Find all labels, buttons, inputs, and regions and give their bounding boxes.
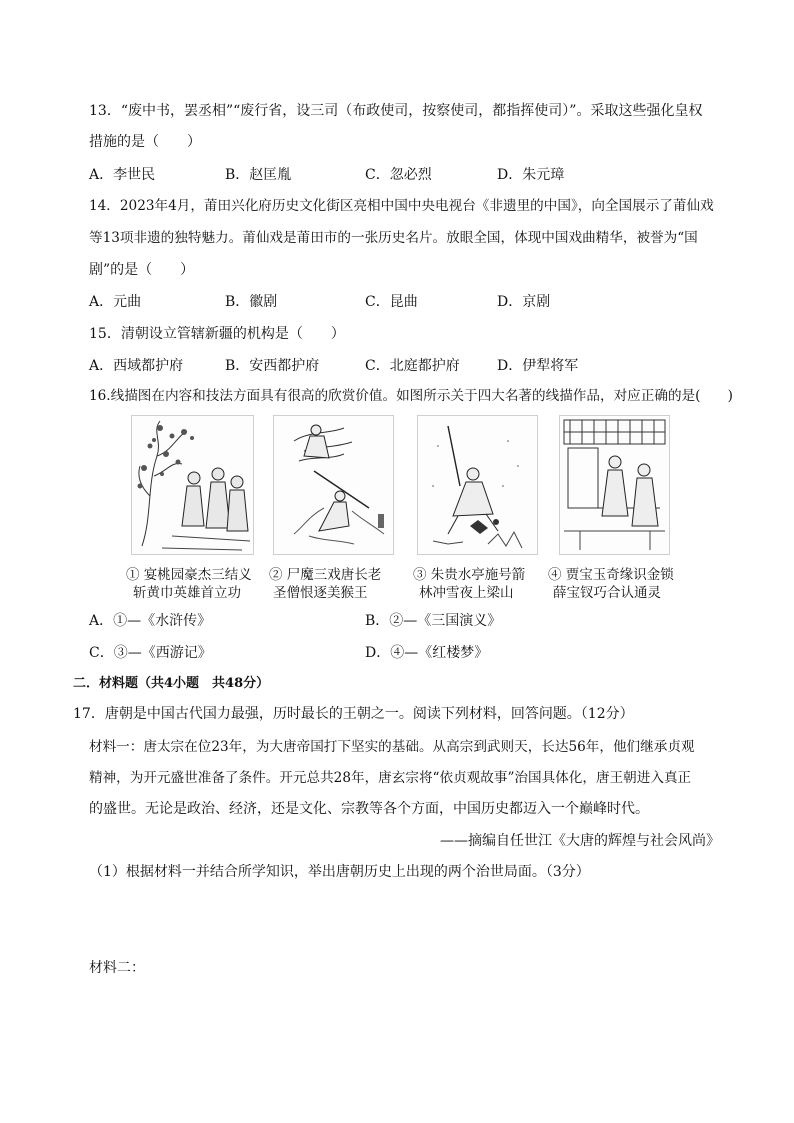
q16-option-b: B．②—《三国演义》 [365,613,502,629]
q16-option-d: D．④—《红楼梦》 [365,645,489,661]
q15-option-b: B．安西都护府 [225,358,320,374]
q17-subquestion-1: （1）根据材料一并结合所学知识，举出唐朝历史上出现的两个治世局面。（3分） [89,864,590,880]
q16-option-a: A．①—《水浒传》 [89,613,212,629]
q14-stem-line3: 剧”的是（ ） [89,262,195,278]
q14-option-b: B．徽剧 [225,294,278,310]
q17-material1-line2: 精神，为开元盛世准备了条件。开元总共28年，唐玄宗将“依贞观故事”治国具体化，唐王朝进入真正 [89,770,692,786]
q15-option-a: A．西域都护府 [89,358,184,374]
caption-3-line2: 林冲雪夜上梁山 [419,585,514,601]
q14-stem-line2: 等13项非遗的独特魅力。莆仙戏是莆田市的一张历史名片。放眼全国，体现中国戏曲精华，被誉为“国 [89,230,698,246]
q17-stem: 17．唐朝是中国古代国力最强，历时最长的王朝之一。阅读下列材料，回答问题。（12分） [73,706,634,722]
q14-option-c: C．昆曲 [365,294,418,310]
q15-stem-line1: 15．清朝设立管辖新疆的机构是（ ） [89,326,345,342]
caption-2-line1: ② 尸魔三戏唐长老 [269,567,382,583]
caption-3-line1: ③ 朱贵水亭施号箭 [413,567,526,583]
q13-option-b: B．赵匡胤 [225,167,292,183]
q14-stem-line1: 14．2023年4月，莆田兴化府历史文化街区亮相中国中央电视台《非遗里的中国》，向全国展示了莆仙戏 [89,198,714,214]
caption-1-line2: 斩黄巾英雄首立功 [133,585,241,601]
q13-stem-line2: 措施的是（ ） [89,134,201,150]
q16-stem-line1: 16.线描图在内容和技法方面具有很高的欣赏价值。如图所示关于四大名著的线描作品，对应正确的是( ) [89,388,733,404]
q17-material1-line3: 的盛世。无论是政治、经济，还是文化、宗教等各个方面，中国历史都迈入一个巅峰时代。 [89,801,649,817]
illustration-peach-garden [131,415,254,555]
q13-option-c: C．忽必烈 [365,167,432,183]
illustration-golden-lock [559,415,670,555]
caption-2-line2: 圣僧恨逐美猴王 [273,585,368,601]
illustration-white-bone-demon [273,415,394,555]
illustration-snowy-night [417,415,538,555]
section-heading: 二．材料题（共4小题 共48分） [73,676,270,691]
q17-material1-line1: 材料一：唐太宗在位23年，为大唐帝国打下坚实的基础。从高宗到武则天，长达56年，他们继承贞观 [89,739,695,755]
caption-1-line1: ① 宴桃园豪杰三结义 [126,567,252,583]
q13-stem-line1: 13．“废中书，罢丞相”“废行省，设三司（布政使司，按察使司，都指挥使司）”。采取这些强化皇权 [89,103,703,119]
q15-option-c: C．北庭都护府 [365,358,460,374]
caption-4-line1: ④ 贾宝玉奇缘识金锁 [548,567,674,583]
q15-option-d: D．伊犁将军 [497,358,579,374]
q13-option-d: D．朱元璋 [497,167,565,183]
q14-option-a: A．元曲 [89,294,142,310]
q17-source: ——摘编自任世江《大唐的辉煌与社会风尚》 [440,833,720,849]
q17-material2-label: 材料二： [89,960,145,976]
q14-option-d: D．京剧 [497,294,551,310]
caption-4-line2: 薛宝钗巧合认通灵 [553,585,661,601]
q13-option-a: A．李世民 [89,167,156,183]
q16-option-c: C．③—《西游记》 [89,645,212,661]
